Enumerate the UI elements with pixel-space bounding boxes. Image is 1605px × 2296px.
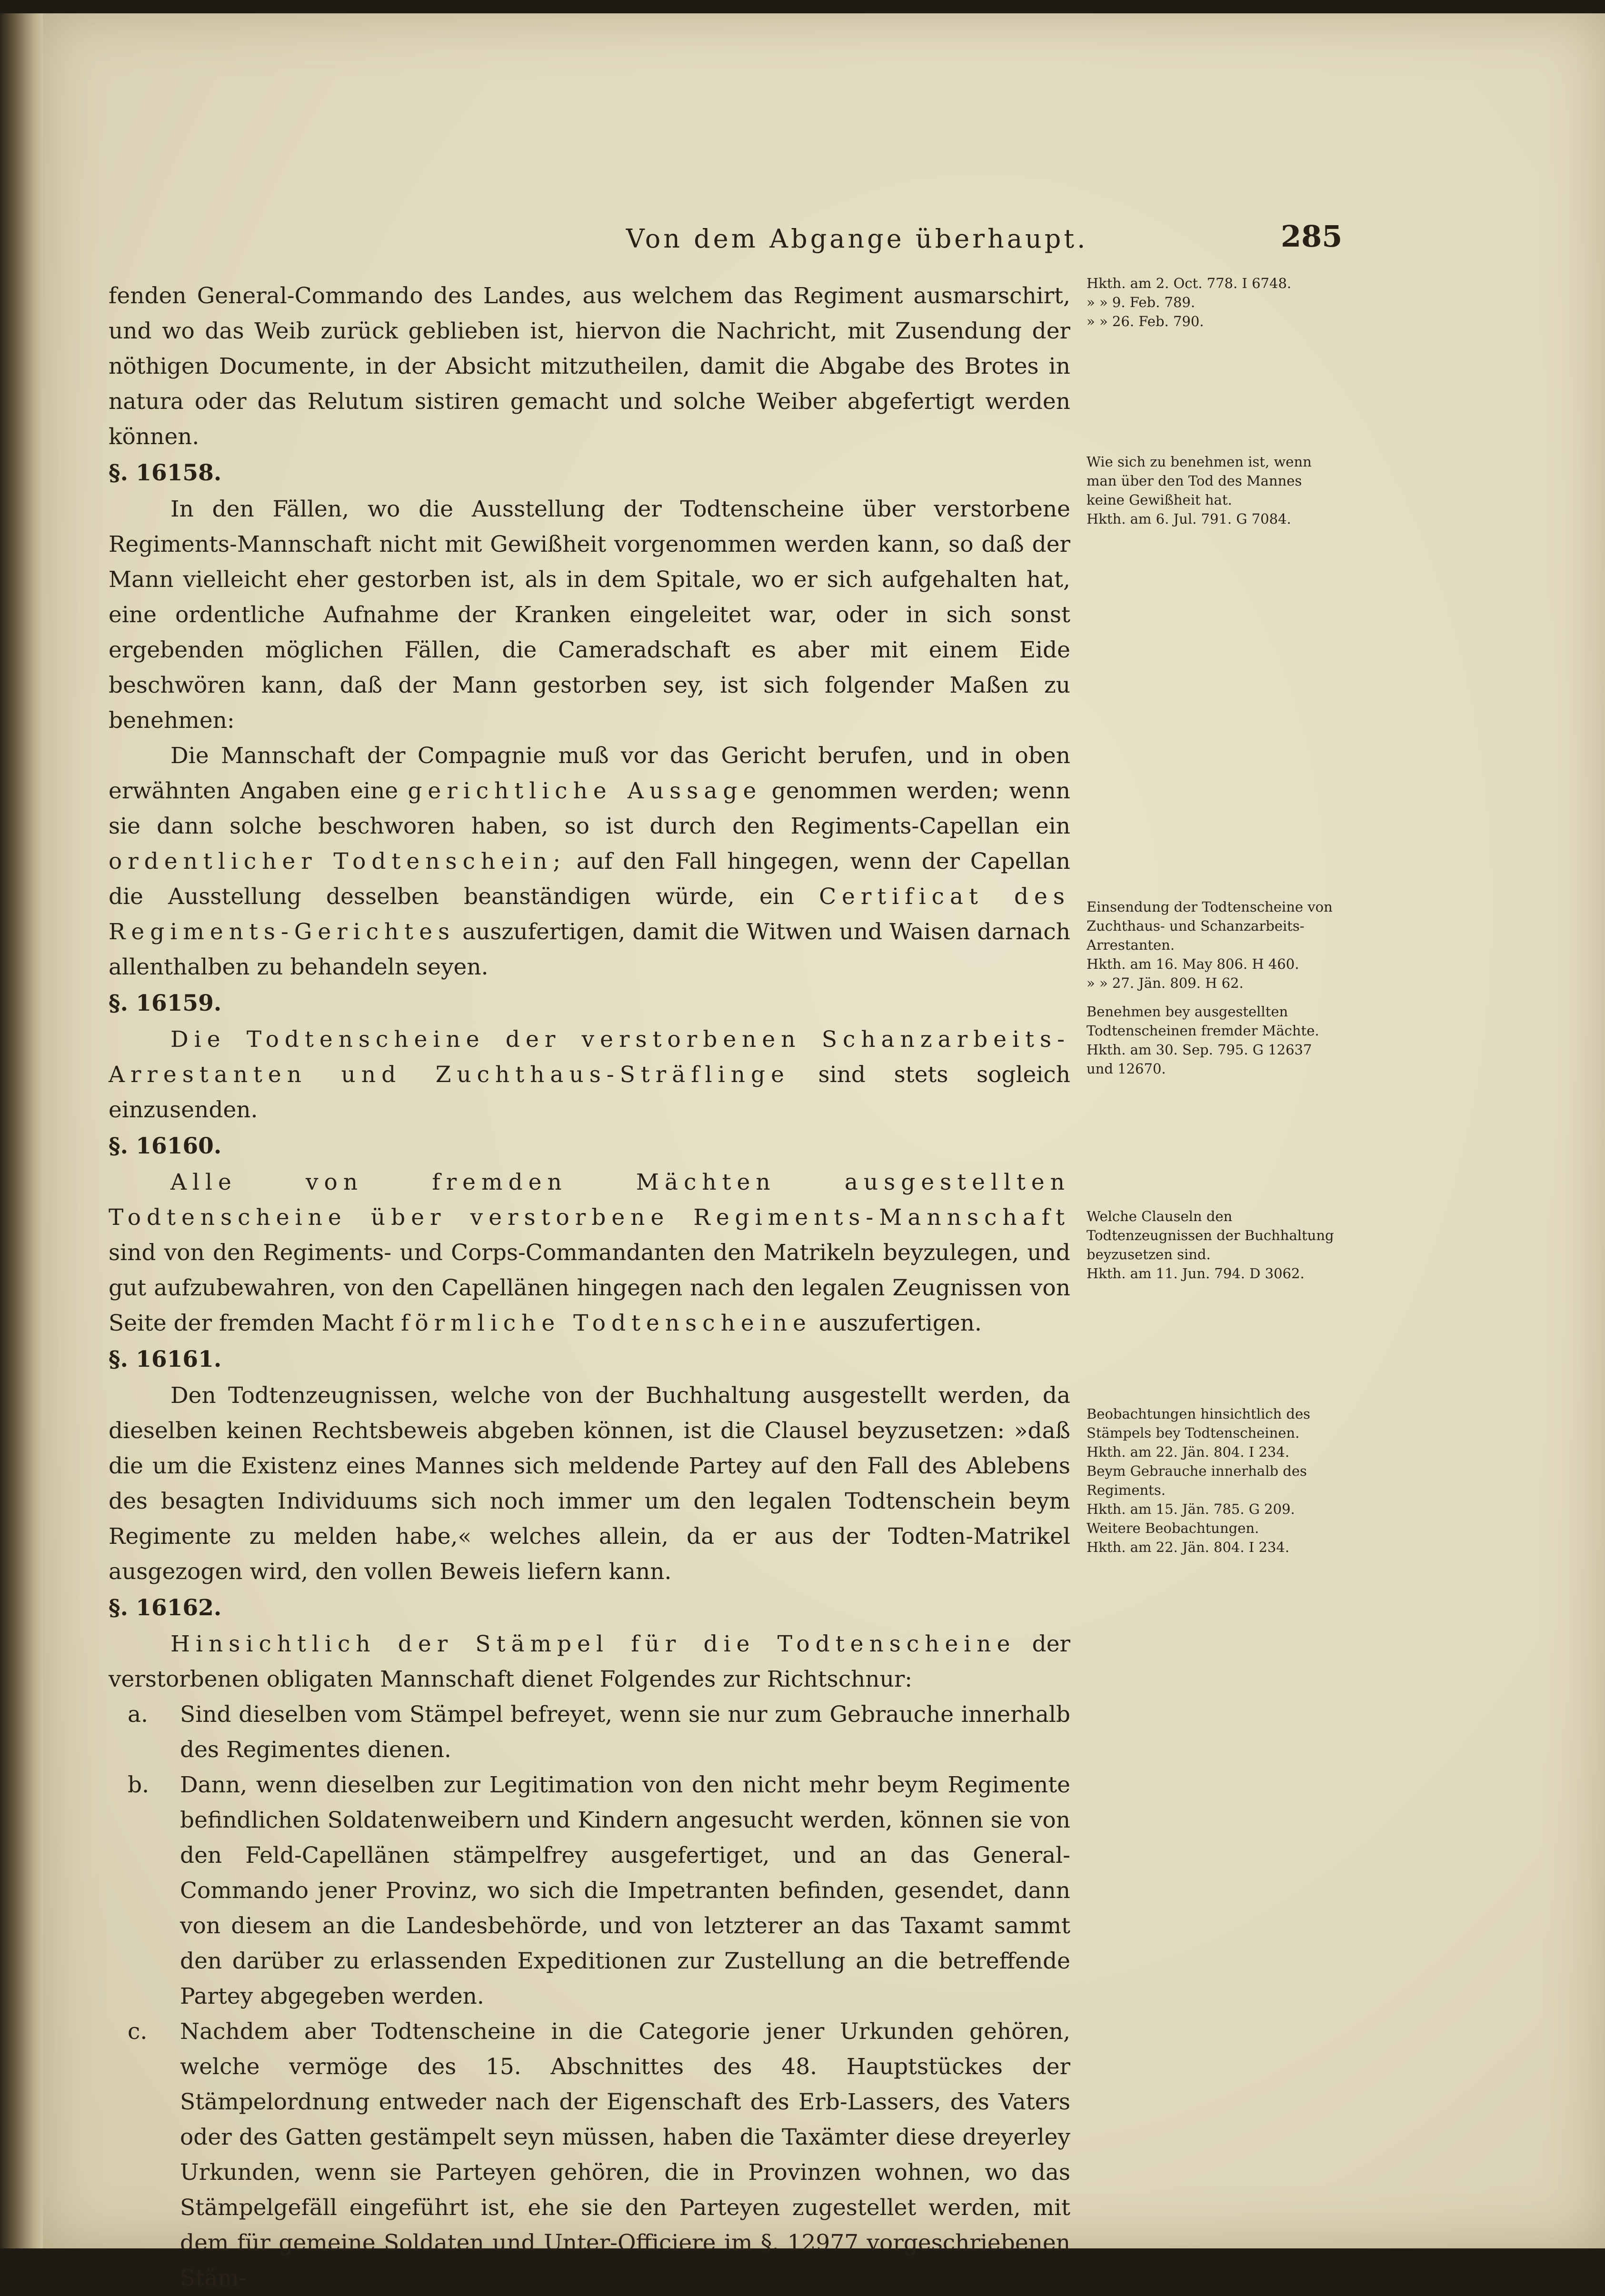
paragraph: Den Todtenzeugnissen, welche von der Buchhaltung ausgestellt werden, da dieselben keinen Rechtsbeweis abgeben können, ist die Clausel beyzusetzen: »daß die um die Existenz eines Mannes sich meldende Partey auf den Fall des Ablebens des besagten Individuums sich noch immer um den legalen Todtenschein beym Regimente zu melden habe,« welches allein, da er aus der Todten-Matrikel ausgezogen wird, den vollen Beweis liefern kann. <box>109 1382 1070 1585</box>
text-run: Die Mannschaft der Compagnie muß vor das Gericht berufen, und in oben erwähnten Angaben eine <box>109 743 1070 804</box>
spaced-text: ordentlicher Todtenschein; <box>109 848 567 875</box>
running-header: Von dem Abgange überhaupt. <box>626 224 1088 254</box>
margin-ref: » » 9. Feb. 789. <box>1087 294 1196 310</box>
margin-ref: Hkth. am 2. Oct. 778. I 6748. <box>1087 275 1292 291</box>
margin-caption: Beym Gebrauche innerhalb des Regiments. <box>1087 1463 1307 1498</box>
margin-ref: Hkth. am 11. Jun. 794. D 3062. <box>1087 1265 1305 1282</box>
margin-caption: Wie sich zu benehmen ist, wenn man über den Tod des Mannes keine Gewißheit hat. <box>1087 454 1312 508</box>
list-item <box>109 2014 1070 2296</box>
margin-ref: Hkth. am 6. Jul. 791. G 7084. <box>1087 511 1291 527</box>
section-heading: §. 16158. <box>109 460 222 486</box>
margin-note <box>1087 897 1334 993</box>
margin-ref: » » 27. Jän. 809. H 62. <box>1087 975 1244 991</box>
paragraph <box>109 1165 1070 1341</box>
spaced-text: Die Todtenscheine der verstorbenen Schanzarbeits-Arrestanten und Zuchthaus-Sträflinge <box>109 1026 1070 1088</box>
text-run: auszufertigen, damit die Witwen und Waisen darnach allenthalben zu behandeln seyen. <box>109 919 1070 980</box>
spaced-text: förmliche Todtenscheine <box>400 1310 812 1336</box>
margin-ref: » » 26. Feb. 790. <box>1087 313 1204 329</box>
list-item-text: Dann, wenn dieselben zur Legitimation von den nicht mehr beym Regimente befindlichen Soldatenweibern und Kindern angesucht werden, können sie von den Feld-Capellänen stämpelfrey ausgefertiget, und an das General-Commando jener Provinz, wo sich die Impetranten befinden, gesendet, dann von diesem an die Landesbehörde, und von letzterer an das Taxamt sammt den darüber zu erlassenden Expeditionen zur Zustellung an die betreffende Partey abgegeben werden. <box>180 1772 1070 2009</box>
margin-ref: Hkth. am 22. Jän. 804. I 234. <box>1087 1539 1290 1555</box>
spaced-text: Certificat des Regiments-Gerichtes <box>109 884 1070 945</box>
paragraph: In den Fällen, wo die Ausstellung der Todtenscheine über verstorbene Regiments-Mannschaft nicht mit Gewißheit vorgenommen werden kann, so daß der Mann vielleicht eher gestorben ist, als in dem Spitale, wo er sich aufgehalten hat, eine ordentliche Aufnahme der Kranken eingeleitet war, oder in sich sonst ergebenden möglichen Fällen, die Cameradschaft es aber mit einem Eide beschwören kann, daß der Mann gestorben sey, ist sich folgender Maßen zu benehmen: <box>109 496 1070 734</box>
text-run: auf den Fall hingegen, wenn der Capellan die Ausstellung desselben beanständigen würde, ein <box>109 848 1070 910</box>
list-item <box>109 1768 1070 2014</box>
margin-caption: Welche Clauseln den Todtenzeugnissen der Buchhaltung beyzusetzen sind. <box>1087 1208 1334 1262</box>
page-number: 285 <box>1281 219 1343 254</box>
list-item-text: Nachdem aber Todtenscheine in die Categorie jener Urkunden gehören, welche vermöge des 15. Abschnittes des 48. Hauptstückes der Stämpelordnung entweder nach der Eigenschaft des Erb-Lassers, des Vaters oder des Gatten gestämpelt seyn müssen, haben die Taxämter diese dreyerley Urkunden, wenn sie Parteyen gehören, die in Provinzen wohnen, wo das Stämpelgefäll eingeführt ist, ehe sie den Parteyen zugestellet werden, mit dem für gemeine Soldaten und Unter-Officiere im §. 12977 vorgeschriebenen Stäm- <box>180 2018 1070 2291</box>
text-run: der verstorbenen obligaten Mannschaft dienet Folgendes zur Richtschnur: <box>109 1631 1070 1692</box>
section-heading: §. 16160. <box>109 1133 222 1159</box>
margin-note <box>1087 274 1334 331</box>
list-item <box>109 1697 1070 1768</box>
list-item-label: c. <box>128 2018 148 2045</box>
margin-caption: Beobachtungen hinsichtlich des Stämpels bey Todtenscheinen. <box>1087 1406 1310 1441</box>
paragraph: fenden General-Commando des Landes, aus welchem das Regiment ausmarschirt, und wo das Weib zurück geblieben ist, hiervon die Nachricht, mit Zusendung der nöthigen Documente, in der Absicht mitzutheilen, damit die Abgabe des Brotes in natura oder das Relutum sistiren gemacht und solche Weiber abgefertigt werden können. <box>109 283 1070 450</box>
margin-note <box>1087 452 1334 528</box>
spaced-text: Hinsichtlich der Stämpel für die Todtenscheine <box>170 1631 1016 1657</box>
margin-ref: Hkth. am 15. Jän. 785. G 209. <box>1087 1501 1295 1517</box>
margin-note <box>1087 1002 1334 1078</box>
text-run: genommen werden; wenn sie dann solche beschworen haben, so ist durch den Regiments-Capellan ein <box>109 778 1070 839</box>
list-item-label: a. <box>128 1701 148 1728</box>
spaced-text: Alle von fremden Mächten ausgestellten Todtenscheine über verstorbene Regiments-Mannschaft <box>109 1169 1070 1231</box>
book-spine-edge <box>0 13 43 2248</box>
text-run: auszufertigen. <box>818 1310 982 1336</box>
section-heading: §. 16161. <box>109 1346 222 1372</box>
text-run: sind stets sogleich einzusenden. <box>109 1062 1070 1123</box>
margin-ref: Hkth. am 16. May 806. H 460. <box>1087 956 1299 972</box>
spaced-text: gerichtliche Aussage <box>408 778 762 804</box>
paragraph <box>109 1022 1070 1128</box>
list-item-label: b. <box>128 1772 150 1798</box>
margin-note <box>1087 1207 1334 1283</box>
margin-caption: Einsendung der Todtenscheine von Zuchthaus- und Schanzarbeits-Arrestanten. <box>1087 899 1333 953</box>
margin-ref: Hkth. am 30. Sep. 795. G 12637 und 12670. <box>1087 1042 1312 1077</box>
main-text <box>109 278 1070 2296</box>
section-heading: §. 16159. <box>109 990 222 1016</box>
margin-note <box>1087 1404 1334 1557</box>
text-run: sind von den Regiments- und Corps-Commandanten den Matrikeln beyzulegen, und gut aufzubewahren, von den Capellänen hingegen nach den legalen Zeugnissen von Seite der fremden Macht <box>109 1240 1070 1336</box>
paragraph <box>109 1627 1070 1697</box>
margin-caption: Weitere Beobachtungen. <box>1087 1520 1259 1536</box>
list-item-text: Sind dieselben vom Stämpel befreyet, wenn sie nur zum Gebrauche innerhalb des Regimentes dienen. <box>180 1701 1070 1763</box>
margin-caption: Benehmen bey ausgestellten Todtenscheinen fremder Mächte. <box>1087 1004 1319 1039</box>
paragraph <box>109 738 1070 985</box>
margin-ref: Hkth. am 22. Jän. 804. I 234. <box>1087 1444 1290 1460</box>
section-heading: §. 16162. <box>109 1595 222 1621</box>
